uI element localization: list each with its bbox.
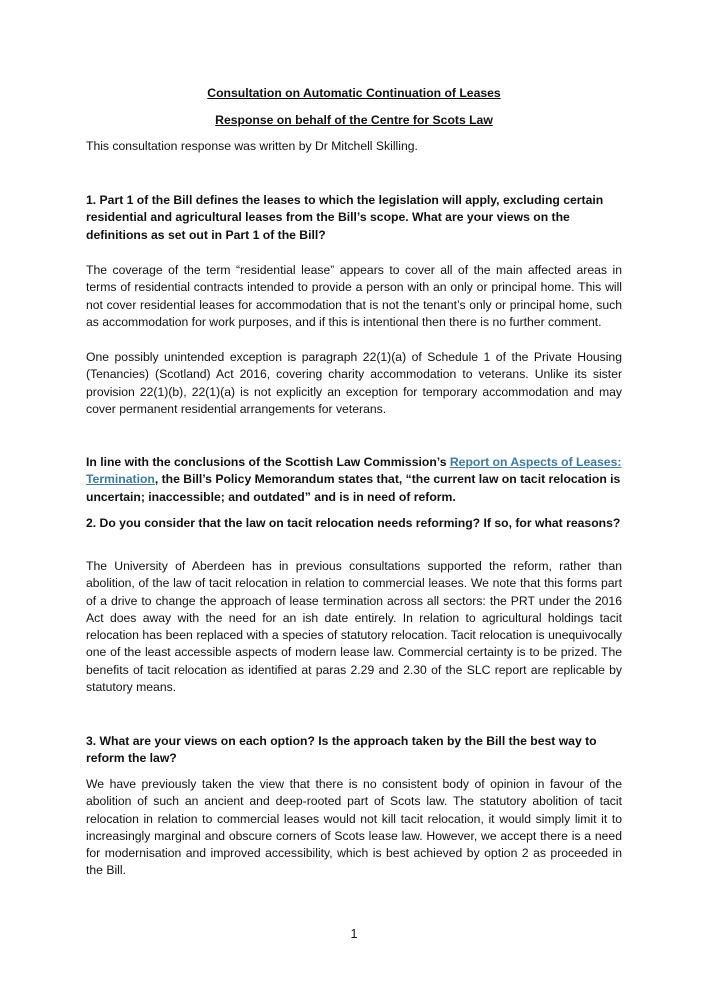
answer-1-paragraph-1: The coverage of the term “residential lease” appears to cover all of the main affected areas in terms of residential contracts intended to provide a person with an only or principal home. This will not cover residential leases for accommodation that is not the tenant’s only or principal home, such as accommodation for work purposes, and if this is intentional then there is no further comment. bbox=[86, 263, 622, 329]
answer-3: We have previously taken the view that there is no consistent body of opinion in favour of the abolition of such an ancient and deep-rooted part of Scots law. The statutory abolition of tacit relocation in relation to commercial leases would not kill tacit relocation, it would simply limit it to increasingly marginal and obscure corners of Scots lease law. However, we accept there is a need for modernisation and improved accessibility, which is best achieved by option 2 as proceeded in the Bill. bbox=[86, 777, 622, 878]
document-subtitle: Response on behalf of the Centre for Scots Law bbox=[215, 113, 493, 127]
slc-report-link[interactable]: Report on Aspects of Leases: Termination bbox=[86, 455, 622, 487]
intro-text-before-link: In line with the conclusions of the Scottish Law Commission’s bbox=[86, 455, 450, 469]
author-line: This consultation response was written by Dr Mitchell Skilling. bbox=[86, 139, 418, 153]
intro-text-after-link: , the Bill’s Policy Memorandum states that, “the current law on tacit relocation is uncertain; inaccessible; and outdated” and is in need of reform. bbox=[86, 472, 621, 504]
question-3: 3. What are your views on each option? Is the approach taken by the Bill the best way to reform the law? bbox=[86, 734, 597, 766]
question-1: 1. Part 1 of the Bill defines the leases to which the legislation will apply, excluding certain residential and agricultural leases from the Bill’s scope. What are your views on the definitions as set out in Part 1 of the Bill? bbox=[86, 193, 604, 242]
intro-paragraph-2 bbox=[86, 454, 622, 506]
question-2: 2. Do you consider that the law on tacit relocation needs reforming? If so, for what reasons? bbox=[86, 516, 621, 530]
answer-2: The University of Aberdeen has in previous consultations supported the reform, rather than abolition, of the law of tacit relocation in relation to commercial leases. We note that this forms part of a drive to change the approach of lease termination across all sectors: the PRT under the 2016 Act does away with the need for an ish date entirely. In relation to agricultural holdings tacit relocation has been replaced with a species of statutory relocation. Tacit relocation is unequivocally one of the least accessible aspects of modern lease law. Commercial certainty is to be prized. The benefits of tacit relocation as identified at paras 2.29 and 2.30 of the SLC report are replicable by statutory means. bbox=[86, 559, 622, 695]
answer-1-paragraph-2: One possibly unintended exception is paragraph 22(1)(a) of Schedule 1 of the Private Housing (Tenancies) (Scotland) Act 2016, covering charity accommodation to veterans. Unlike its sister provision 22(1)(b), 22(1)(a) is not explicitly an exception for temporary accommodation and may cover permanent residential arrangements for veterans. bbox=[86, 350, 622, 416]
page-number: 1 bbox=[350, 927, 358, 941]
document-title: Consultation on Automatic Continuation of Leases bbox=[207, 86, 501, 100]
